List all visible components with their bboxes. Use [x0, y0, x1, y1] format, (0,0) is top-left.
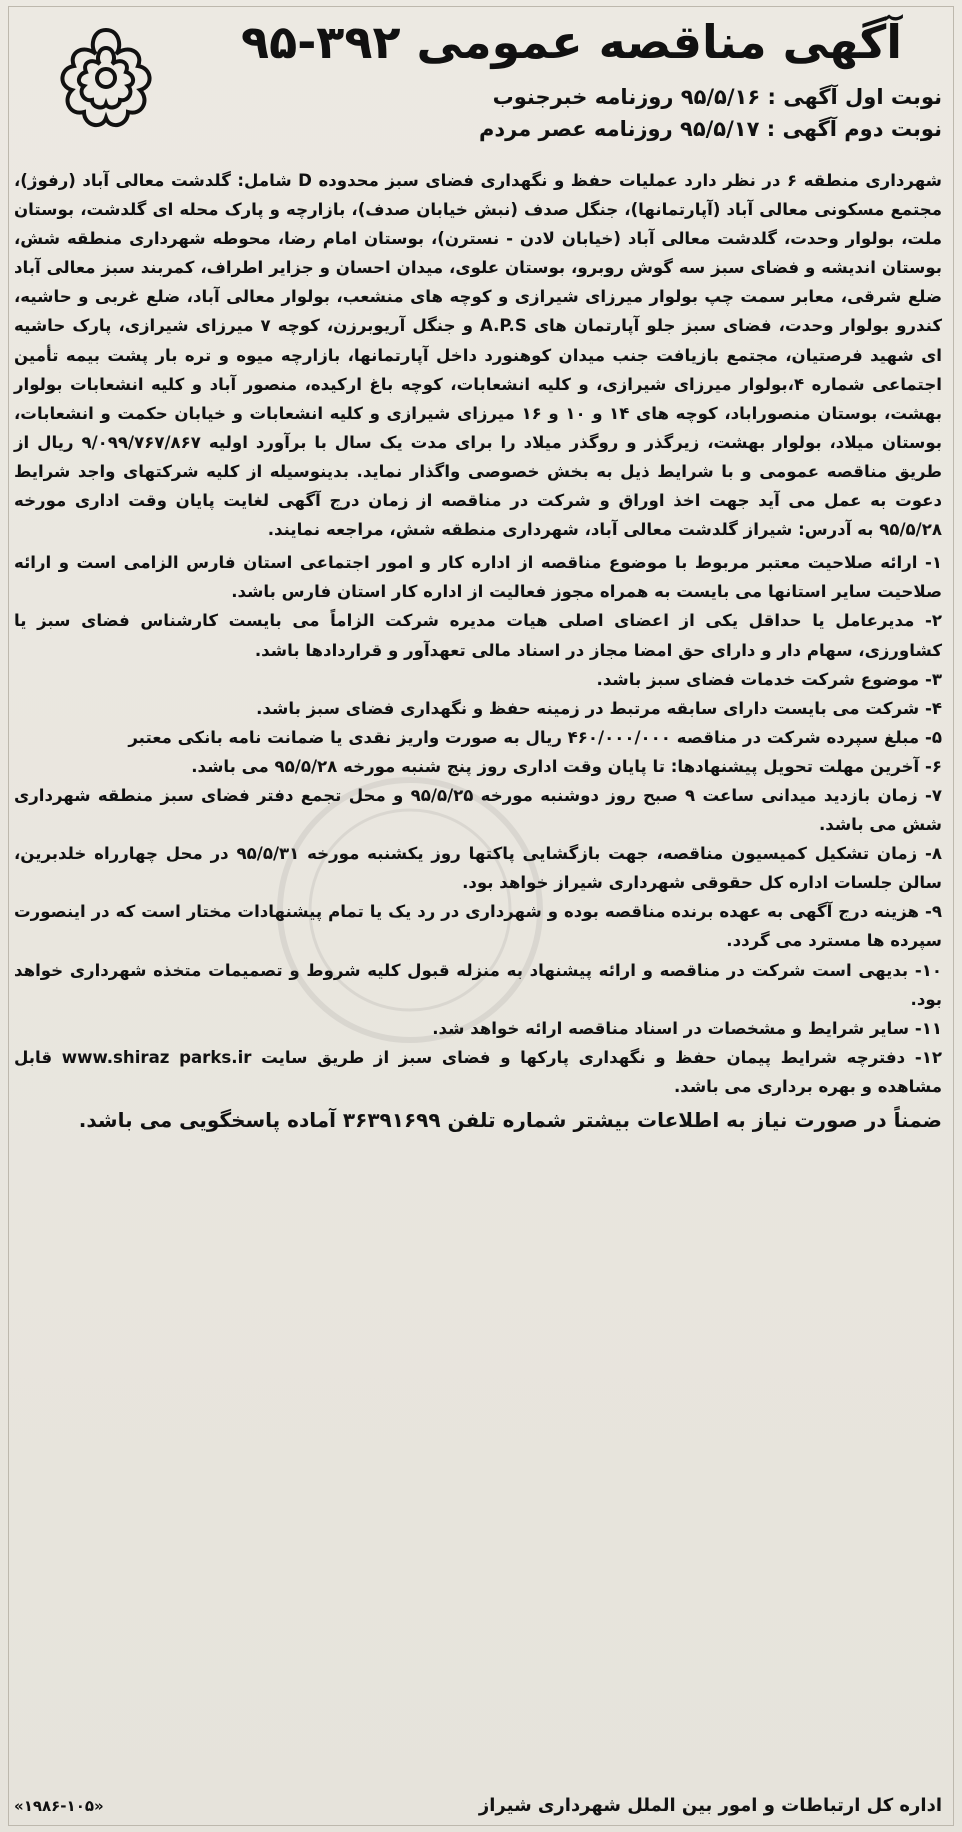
ad-title: آگهی مناقصه عمومی ۳۹۲-۹۵	[241, 15, 902, 69]
shiraz-municipality-logo-icon	[14, 20, 154, 140]
condition-item-1: ۱- ارائه صلاحیت معتبر مربوط با موضوع مناقصه از اداره کار و امور اجتماعی استان فارس الزامی است و ارائه صلاحیت سایر استانها می بایست به همراه مجوز فعالیت از اداره کار استان فارس باشد.	[14, 553, 942, 602]
condition-item-6: ۶- آخرین مهلت تحویل پیشنهادها: تا پایان وقت اداری روز پنج شنبه مورخه ۹۵/۵/۲۸ می باشد.	[191, 756, 942, 776]
condition-item-5: ۵- مبلغ سپرده شرکت در مناقصه ۴۶۰/۰۰۰/۰۰۰ ریال به صورت واریز نقدی یا ضمانت نامه بانکی معتبر	[128, 727, 942, 747]
publication-first: نوبت اول آگهی : ۹۵/۵/۱۶ روزنامه خبرجنوب	[492, 85, 942, 109]
condition-item-7: ۷- زمان بازدید میدانی ساعت ۹ صبح روز دوشنبه مورخه ۹۵/۵/۲۵ و محل تجمع دفتر فضای سبز منطقه شهرداری شش می باشد.	[14, 785, 942, 835]
ad-code: «۱۹۸۶-۱۰۵»	[14, 1796, 104, 1815]
condition-item-9: ۹- هزینه درج آگهی به عهده برنده مناقصه بوده و شهرداری در رد یک یا تمام پیشنهادات مختار است که در اینصورت سپرده ها مسترد می گردد.	[14, 902, 942, 951]
condition-item-8: ۸- زمان تشکیل کمیسیون مناقصه، جهت بازگشایی پاکتها روز یکشنبه مورخه ۹۵/۵/۳۱ در محل چهارراه خلدبرین، سالن جلسات اداره کل حقوقی شهرداری شیراز خواهد بود.	[14, 844, 942, 893]
ad-header	[14, 14, 942, 142]
ad-footer	[14, 1795, 942, 1816]
condition-item-4: ۴- شرکت می بایست دارای سابقه مرتبط در زمینه حفظ و نگهداری فضای سبز باشد.	[256, 698, 942, 718]
condition-item-12: ۱۲- دفترچه شرایط پیمان حفظ و نگهداری پارکها و فضای سبز از طریق سایت www.shiraz parks.ir قابل مشاهده و بهره برداری می باشد.	[14, 1047, 942, 1096]
condition-item-2: ۲- مدیرعامل یا حداقل یکی از اعضای اصلی هیات مدیره شرکت الزاماً می بایست کارشناس فضای سبز یا کشاورزی، سهام دار و دارای حق امضا مجاز در اسناد مالی تعهدآور و قراردادها باشد.	[14, 611, 942, 660]
condition-item-3: ۳- موضوع شرکت خدمات فضای سبز باشد.	[596, 669, 942, 689]
issuer-signature: اداره کل ارتباطات و امور بین الملل شهرداری شیراز	[478, 1795, 942, 1816]
ad-intro-paragraph: شهرداری منطقه ۶ در نظر دارد عملیات حفظ و نگهداری فضای سبز محدوده D شامل: گلدشت معالی آباد (رفوژ)، مجتمع مسکونی معالی آباد (آپارتمانها)، جنگل صدف (نبش خیابان صدف)، بازارچه و پارک محله ای گلدشت، بوستان ملت، بولوار وحدت، گلدشت معالی آباد (خیابان لادن - نسترن)، بوستان امام رضا، محوطه شهرداری منطقه شش، بوستان اندیشه و فضای سبز سه گوش روبرو، بوستان علوی، میدان احسان و جزایر اطراف، کمربند سبز معالی آباد ضلع شرقی، معابر سمت چپ بولوار میرزای شیرازی و کوچه های منشعب، بولوار معالی آباد، ضلع غربی و حاشیه، کندرو بولوار وحدت، فضای سبز جلو آپارتمان های A.P.S و جنگل آریوبرزن، کوچه ۷ میرزای شیرازی، پارک حاشیه ای شهید فرصتیان، مجتمع بازیافت جنب میدان کوهنورد داخل آپارتمانها، بازارچه میوه و تره بار پشت بیمه تأمین اجتماعی شماره ۴،بولوار میرزای شیرازی، و کلیه انشعابات، کوچه باغ ارکیده، منصور آباد و کلیه انشعابات بولوار بهشت، بوستان منصوراباد، کوچه های ۱۴ و ۱۰ و ۱۶ میرزای شیرازی و کلیه انشعابات و خیابان حکمت و انشعابات، بوستان میلاد، بولوار بهشت، زیرگذر و روگذر میلاد را برای مدت یک سال با برآورد اولیه ۹/۰۹۹/۷۶۷/۸۶۷ ریال از طریق مناقصه عمومی و با شرایط ذیل به بخش خصوصی واگذار نماید. بدینوسیله از کلیه شرکتهای واجد شرایط دعوت به عمل می آید جهت اخذ اوراق و شرکت در مناقصه از زمان درج آگهی لغایت پایان وقت اداری مورخه ۹۵/۵/۲۸ به آدرس: شیراز گلدشت معالی آباد، شهرداری منطقه شش، مراجعه نمایند.	[14, 171, 942, 540]
publication-second: نوبت دوم آگهی : ۹۵/۵/۱۷ روزنامه عصر مردم	[478, 117, 942, 141]
contact-phone-note: ضمناً در صورت نیاز به اطلاعات بیشتر شماره تلفن ۳۶۳۹۱۶۹۹ آماده پاسخگویی می باشد.	[78, 1108, 942, 1132]
conditions-list	[14, 548, 942, 1101]
condition-item-11: ۱۱- سایر شرایط و مشخصات در اسناد مناقصه ارائه خواهد شد.	[432, 1018, 942, 1038]
condition-item-10: ۱۰- بدیهی است شرکت در مناقصه و ارائه پیشنهاد به منزله قبول کلیه شروط و تصمیمات متخذه شهرداری خواهد بود.	[14, 960, 942, 1009]
